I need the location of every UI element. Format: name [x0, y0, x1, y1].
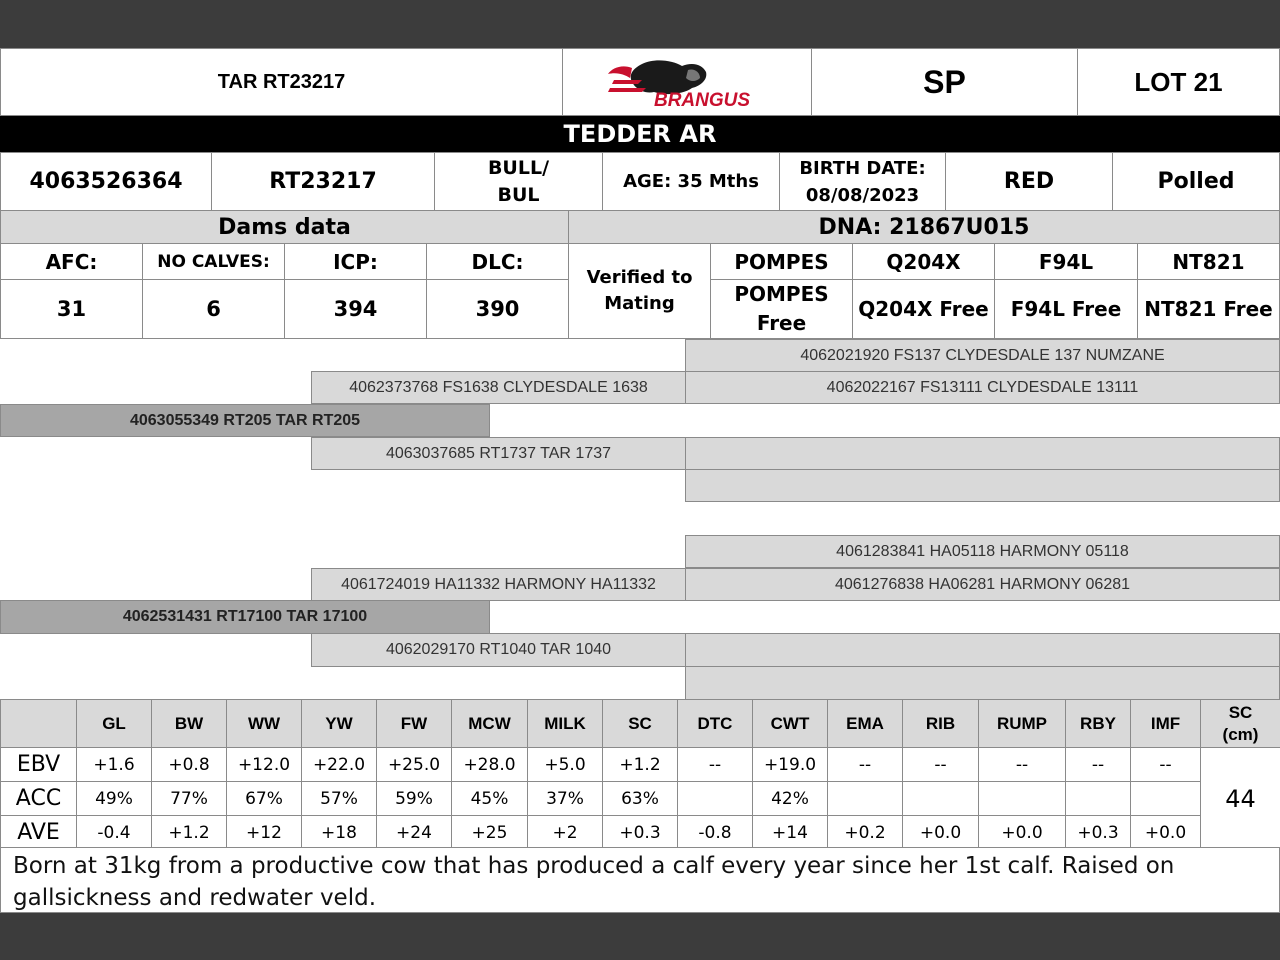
ebv-value: 63%	[602, 781, 678, 816]
ebv-trait-header: CWT	[752, 699, 828, 748]
ebv-value: --	[902, 747, 979, 782]
ebv-value: +12.0	[226, 747, 302, 782]
pedigree-dam-sire-dam	[685, 568, 1280, 601]
pedigree-dam-dam-sire	[685, 633, 1280, 667]
ebv-row-label: ACC	[0, 781, 77, 816]
pedigree-sire	[0, 404, 490, 437]
ebv-value: 37%	[527, 781, 603, 816]
ebv-trait-header: WW	[226, 699, 302, 748]
colour-cell	[945, 152, 1113, 211]
colour-text: RED	[1003, 169, 1055, 194]
ebv-value: 59%	[376, 781, 452, 816]
dlc-value-text: 390	[475, 297, 520, 321]
dna-header	[568, 210, 1280, 244]
q204x-label: Q204X	[886, 249, 961, 274]
pompes-header	[710, 243, 853, 280]
herd-id: RT23217	[269, 169, 377, 194]
ebv-value	[978, 781, 1066, 816]
ebv-trait-header: MCW	[451, 699, 528, 748]
afc-value-text: 31	[56, 297, 87, 321]
ebv-value: 57%	[301, 781, 377, 816]
ebv-row-label: EBV	[0, 747, 77, 782]
verified-mating-cell	[568, 243, 711, 339]
pedigree-sire-dam-text: 4063037685 RT1737 TAR 1737	[385, 444, 612, 462]
ebv-value: +19.0	[752, 747, 828, 782]
pedigree-dam-sire-text: 4061724019 HA11332 HARMONY HA11332	[341, 575, 656, 593]
ebv-value: 67%	[226, 781, 302, 816]
no-calves-value-text: 6	[206, 297, 221, 321]
pedigree-dam	[0, 600, 490, 634]
pedigree-dam-sire-dam-text: 4061276838 HA06281 HARMONY 06281	[834, 575, 1131, 593]
dlc-header	[426, 243, 569, 280]
ebv-value: --	[677, 747, 753, 782]
pedigree-sire-sire-text: 4062373768 FS1638 CLYDESDALE 1638	[349, 378, 648, 396]
ebv-value: +14	[752, 815, 828, 850]
ebv-trait-header: YW	[301, 699, 377, 748]
icp-label: ICP:	[333, 249, 378, 274]
birth-date-label: BIRTH DATE:	[799, 157, 926, 179]
ebv-value: +12	[226, 815, 302, 850]
dams-data-title: Dams data	[218, 214, 351, 240]
pedigree-dam-sire-sire	[685, 535, 1280, 568]
f94l-header	[994, 243, 1138, 280]
sc-header-line2: (cm)	[1222, 724, 1259, 744]
ebv-value: +22.0	[301, 747, 377, 782]
sc-header-line1: SC	[1228, 703, 1253, 723]
verified-line2: Mating	[604, 293, 675, 314]
herd-id-cell	[211, 152, 435, 211]
pedigree-sire-dam-dam	[685, 469, 1280, 502]
ebv-value: --	[978, 747, 1066, 782]
ebv-trait-header: RBY	[1065, 699, 1131, 748]
verified-line1: Verified to	[586, 266, 693, 288]
ebv-table	[0, 699, 1280, 848]
pedigree-sire-sire-dam-text: 4062022167 FS13111 CLYDESDALE 13111	[826, 378, 1139, 396]
tag-text: TAR RT23217	[217, 70, 346, 93]
pedigree-dam-sire-sire-text: 4061283841 HA05118 HARMONY 05118	[836, 542, 1129, 560]
animal-name-bar	[0, 116, 1280, 152]
age-text: AGE: 35 Mths	[623, 171, 759, 192]
ebv-value: +0.8	[151, 747, 227, 782]
ebv-value	[902, 781, 979, 816]
sex-cell	[434, 152, 603, 211]
pedigree-sire-text: 4063055349 RT205 TAR RT205	[129, 411, 361, 429]
comment-box	[0, 847, 1280, 913]
ebv-value	[677, 781, 753, 816]
ebv-value	[1130, 781, 1201, 816]
dlc-label: DLC:	[471, 249, 524, 274]
pedigree-sire-dam-sire	[685, 437, 1280, 470]
pedigree-dam-sire	[311, 568, 686, 601]
sex-line2: BUL	[497, 183, 540, 206]
pompes-label: POMPES	[734, 249, 829, 274]
nt821-label: NT821	[1172, 249, 1245, 274]
ebv-value: +2	[527, 815, 603, 850]
ebv-value: +0.0	[1130, 815, 1201, 850]
reg-number-cell	[0, 152, 212, 211]
no-calves-value	[142, 279, 285, 339]
pompes-result-text: POMPES Free	[734, 282, 829, 335]
ebv-header-corner	[0, 699, 77, 748]
ebv-value: +0.0	[902, 815, 979, 850]
horn-text: Polled	[1157, 169, 1235, 194]
sex-line1: BULL/	[487, 156, 550, 179]
q204x-result	[852, 279, 995, 339]
ebv-value: --	[827, 747, 903, 782]
ebv-trait-header: RUMP	[978, 699, 1066, 748]
icp-value-text: 394	[333, 297, 378, 321]
ebv-value	[1065, 781, 1131, 816]
sc-cm-value: 44	[1200, 747, 1280, 850]
ebv-value: --	[1130, 747, 1201, 782]
ebv-value: +1.2	[151, 815, 227, 850]
pedigree-sire-sire-dam	[685, 371, 1280, 404]
f94l-label: F94L	[1038, 249, 1094, 274]
brangus-logo	[562, 48, 812, 116]
ebv-value: 45%	[451, 781, 528, 816]
dams-data-header	[0, 210, 569, 244]
ebv-value: +0.2	[827, 815, 903, 850]
dlc-value	[426, 279, 569, 339]
pedigree-sire-sire-sire-text: 4062021920 FS137 CLYDESDALE 137 NUMZANE	[800, 346, 1165, 364]
ebv-value: -0.8	[677, 815, 753, 850]
sc-cm-header	[1200, 699, 1280, 748]
nt821-header	[1137, 243, 1280, 280]
ebv-trait-header: FW	[376, 699, 452, 748]
svg-text:BRANGUS: BRANGUS	[653, 90, 751, 110]
f94l-result	[994, 279, 1138, 339]
ebv-value: +28.0	[451, 747, 528, 782]
nt821-result-text: NT821 Free	[1144, 297, 1273, 321]
pompes-result	[710, 279, 853, 339]
icp-header	[284, 243, 427, 280]
birth-date-cell	[779, 152, 946, 211]
bull-logo-icon	[602, 54, 772, 110]
ebv-value: +25.0	[376, 747, 452, 782]
ebv-value: --	[1065, 747, 1131, 782]
ebv-trait-header: IMF	[1130, 699, 1201, 748]
grade-cell	[811, 48, 1078, 116]
ebv-value	[827, 781, 903, 816]
animal-name: TEDDER AR	[563, 120, 717, 148]
no-calves-header	[142, 243, 285, 280]
grade-text: SP	[923, 63, 966, 100]
tag-cell	[0, 48, 563, 116]
pedigree-sire-sire-sire	[685, 339, 1280, 372]
icp-value	[284, 279, 427, 339]
ebv-value: -0.4	[76, 815, 152, 850]
pedigree-dam-dam-text: 4062029170 RT1040 TAR 1040	[385, 641, 612, 658]
ebv-value: +0.3	[1065, 815, 1131, 850]
ebv-trait-header: RIB	[902, 699, 979, 748]
dna-title: DNA: 21867U015	[818, 214, 1030, 240]
reg-number: 4063526364	[29, 169, 183, 194]
ebv-trait-header: GL	[76, 699, 152, 748]
ebv-trait-header: EMA	[827, 699, 903, 748]
ebv-trait-header: DTC	[677, 699, 753, 748]
ebv-value: +1.6	[76, 747, 152, 782]
lot-text: LOT 21	[1134, 66, 1223, 97]
ebv-value: +0.0	[978, 815, 1066, 850]
birth-date: 08/08/2023	[805, 184, 920, 206]
afc-header	[0, 243, 143, 280]
age-cell	[602, 152, 780, 211]
ebv-value: 49%	[76, 781, 152, 816]
ebv-value: +24	[376, 815, 452, 850]
bottom-frame-bar	[0, 913, 1280, 960]
comment-text: Born at 31kg from a productive cow that has produced a calf every year since her 1st calf. Raised on gallsickness and redwater veld.	[13, 853, 1175, 911]
ebv-value: 42%	[752, 781, 828, 816]
pedigree-sire-sire	[311, 371, 686, 404]
ebv-value: 77%	[151, 781, 227, 816]
pedigree-sire-dam	[311, 437, 686, 470]
f94l-result-text: F94L Free	[1010, 297, 1122, 321]
q204x-result-text: Q204X Free	[858, 297, 989, 321]
ebv-value: +25	[451, 815, 528, 850]
ebv-value: +0.3	[602, 815, 678, 850]
ebv-row-label: AVE	[0, 815, 77, 850]
no-calves-label: NO CALVES:	[157, 251, 270, 272]
lot-cell	[1077, 48, 1280, 116]
ebv-value: +1.2	[602, 747, 678, 782]
pedigree-dam-dam-dam	[685, 666, 1280, 700]
top-frame-bar	[0, 0, 1280, 48]
ebv-trait-header: MILK	[527, 699, 603, 748]
q204x-header	[852, 243, 995, 280]
afc-label: AFC:	[45, 249, 98, 274]
horn-cell	[1112, 152, 1280, 211]
ebv-value: +18	[301, 815, 377, 850]
pedigree-dam-dam	[311, 633, 686, 667]
ebv-trait-header: BW	[151, 699, 227, 748]
afc-value	[0, 279, 143, 339]
nt821-result	[1137, 279, 1280, 339]
ebv-trait-header: SC	[602, 699, 678, 748]
ebv-value: +5.0	[527, 747, 603, 782]
pedigree-dam-text: 4062531431 RT17100 TAR 17100	[122, 608, 368, 625]
